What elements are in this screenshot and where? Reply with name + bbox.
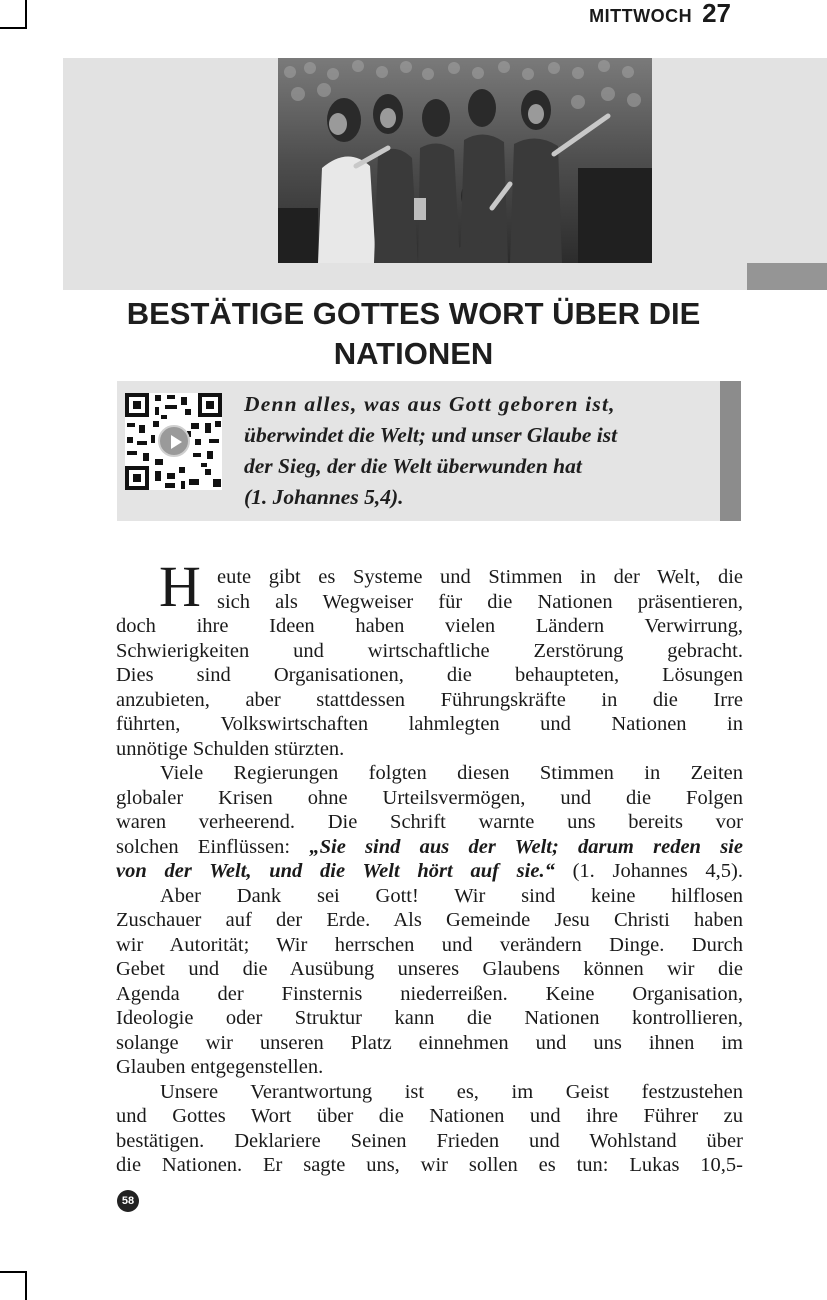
play-icon[interactable] (158, 425, 190, 457)
devotional-body (116, 554, 743, 1178)
scripture-quote: „Sie sind aus der Welt; darum reden sie (309, 835, 743, 858)
crop-mark-bottom (25, 1271, 27, 1300)
verse-line: der Sieg, der die Welt überwunden hat (244, 454, 582, 478)
date-strip-accent (747, 263, 827, 290)
body-line (116, 859, 743, 884)
crop-mark-top (0, 27, 27, 29)
body-line: Glauben entgegenstellen. (116, 1056, 324, 1078)
crop-mark-top (25, 0, 27, 28)
body-line: bestätigen. Deklariere Seinen Frieden und Wohlstand über (116, 1129, 743, 1152)
body-line (116, 835, 743, 860)
verse-line: überwindet die Welt; und unser Glaube ist (244, 423, 618, 447)
body-line: wir Autorität; Wir herrschen und verändern Dinge. Durch (116, 933, 743, 956)
body-text: solchen Einflüssen: (116, 835, 310, 858)
body-line: Viele Regierungen folgten diesen Stimmen in Zeiten (160, 762, 743, 784)
worship-crowd-photo (278, 58, 652, 263)
verse-box-accent-bar (720, 381, 741, 521)
body-line: eute gibt es Systeme und Stimmen in der Welt, die (217, 566, 743, 588)
title-line: BESTÄTIGE GOTTES WORT ÜBER DIE (126, 296, 701, 331)
body-line: die Nationen. Er sagte uns, wir sollen es tun: Lukas 10,5- (116, 1154, 743, 1176)
scripture-reference: (1. Johannes 4,5). (554, 860, 743, 882)
body-line: unnötige Schulden stürzten. (116, 737, 345, 760)
body-line: Unsere Verantwortung ist es, im Geist festzustehen (160, 1080, 743, 1103)
verse-reference: (1. Johannes 5,4). (244, 485, 404, 509)
scripture-verse (244, 389, 710, 513)
page-title (90, 294, 737, 374)
page-number: 58 (117, 1190, 139, 1212)
body-line: Agenda der Finsternis niederreißen. Keine Organisation, (116, 982, 743, 1005)
body-line: doch ihre Ideen haben vielen Ländern Verwirrung, (116, 615, 743, 637)
drop-cap: H (159, 554, 201, 619)
body-line: Dies sind Organisationen, die behaupteten, Lösungen (116, 664, 743, 686)
body-line: Aber Dank sei Gott! Wir sind keine hilflosen (160, 884, 743, 907)
date-strip (63, 263, 827, 290)
body-line: und Gottes Wort über die Nationen und ihre Führer zu (116, 1105, 743, 1127)
body-line: globaler Krisen ohne Urteilsvermögen, und die Folgen (116, 786, 743, 809)
verse-line: Denn alles, was aus Gott geboren ist, (244, 392, 616, 416)
body-line: waren verheerend. Die Schrift warnte uns bereits vor (116, 811, 743, 833)
body-line: solange wir unseren Platz einnehmen und uns ihnen im (116, 1031, 743, 1054)
date-label (589, 0, 731, 27)
weekday-label: MITTWOCH (589, 6, 693, 26)
crop-mark-bottom (0, 1271, 27, 1273)
body-line: Gebet und die Ausübung unseres Glaubens können wir die (116, 958, 743, 980)
body-line: Ideologie oder Struktur kann die Nationen kontrollieren, (116, 1007, 743, 1029)
body-line: Zuschauer auf der Erde. Als Gemeinde Jesu Christi haben (116, 909, 743, 931)
body-line: sich als Wegweiser für die Nationen präsentieren, (217, 590, 743, 613)
body-line: Schwierigkeiten und wirtschaftliche Zerstörung gebracht. (116, 639, 743, 662)
day-number: 27 (702, 0, 731, 28)
body-line: führten, Volkswirtschaften lahmlegten und Nationen in (116, 713, 743, 735)
title-line: NATIONEN (333, 336, 494, 371)
scripture-quote: von der Welt, und die Welt hört auf sie.“ (116, 860, 555, 882)
body-line: anzubieten, aber stattdessen Führungskräfte in die Irre (116, 688, 743, 711)
